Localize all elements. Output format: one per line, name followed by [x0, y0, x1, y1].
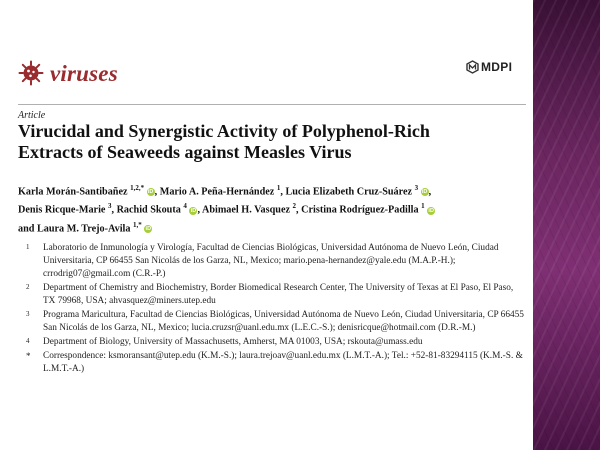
author-name: Abimael H. Vasquez [201, 204, 290, 216]
author-line: Karla Morán-Santibañez $^{1,2,*}$ iD, Mario A. Peña-Hernández $^1$, Lucia Elizabeth Cruz-Suárez $^3$ iD, [18, 184, 432, 198]
author-line [18, 218, 528, 236]
author-name: Rachid Skouta [116, 204, 181, 216]
author-affiliation-mark: 1,2, [130, 184, 141, 192]
title-line: Extracts of Seaweeds against Measles Virus [18, 142, 352, 162]
author-list [18, 181, 528, 236]
correspondence-mark: * [26, 351, 31, 361]
affiliation-text: Laboratorio de Inmunología y Virología, Facultad de Ciencias Biológicas, Universidad Autónoma de Nuevo León, Ciudad Universitaria, CP 66455 San Nicolás de los Garza, NL, Mexico; mario.pena-hernandez@yale.edu (M.A.P.-H.); crrodrig07@gmail.com (C.R.-P.) [43, 243, 499, 279]
journal-name: viruses [50, 60, 118, 86]
affiliation-number: 4 [26, 337, 30, 345]
paper-title [18, 121, 526, 163]
orcid-icon[interactable]: iD [190, 207, 197, 214]
author-affiliation-mark: 3 [414, 184, 419, 192]
author-affiliation-mark: 1 [276, 184, 281, 192]
correspondence-item [26, 350, 526, 376]
orcid-icon[interactable]: iD [147, 189, 154, 196]
author-affiliation-mark: 4 [183, 202, 187, 211]
affiliation-item [26, 309, 526, 335]
title-line: Virucidal and Synergistic Activity of Polyphenol-Rich [18, 121, 430, 141]
affiliation-item [26, 282, 526, 308]
author-affiliation-mark: 2 [292, 202, 297, 211]
orcid-icon[interactable]: iD [421, 189, 428, 196]
author-affiliation-mark: 1, [133, 220, 139, 229]
affiliation-text: Department of Biology, University of Massachusetts, Amherst, MA 01003, USA; rskouta@umass.edu [43, 337, 423, 347]
author-line: Denis Ricque-Marie $^3$, Rachid Skouta $^4$ iD, Abimael H. Vasquez $^2$, Cristina Rodríguez-Padilla $^1$ iD [18, 202, 434, 216]
author-name: Denis Ricque-Marie [18, 204, 106, 216]
author-affiliation-mark: 1 [421, 202, 425, 211]
affiliation-item [26, 242, 526, 281]
header-rule [18, 104, 526, 105]
orcid-icon[interactable]: iD [428, 207, 434, 214]
correspondence-text: Correspondence: ksmoransant@utep.edu (K.M.-S.); laura.trejoav@uanl.edu.mx (L.M.T.-A.); Tel.: +52-81-83294115 (K.M.-S. & L.M.T.-A.) [43, 351, 523, 374]
author-connector: and [18, 223, 35, 235]
virus-icon [18, 60, 44, 86]
article-type: Article [18, 110, 46, 121]
author-name: Lucia Elizabeth Cruz-Suárez [285, 186, 413, 198]
decorative-side-band [533, 0, 600, 450]
author-affiliation-mark: 3 [107, 202, 112, 211]
affiliation-number: 2 [26, 283, 30, 291]
author-name: Cristina Rodríguez-Padilla [301, 204, 419, 216]
affiliation-number: 3 [26, 310, 30, 318]
orcid-icon[interactable]: iD [145, 226, 152, 233]
author-name: Laura M. Trejo-Avila [36, 223, 131, 235]
affiliation-text: Department of Chemistry and Biochemistry, Border Biomedical Research Center, The University of Texas at El Paso, El Paso, TX 79968, USA; ahvasquez@miners.utep.edu [43, 283, 514, 306]
publisher-name: MDPI [481, 60, 513, 74]
journal-logo [18, 60, 118, 86]
affiliation-number: 1 [26, 243, 30, 251]
author-name: Mario A. Peña-Hernández [159, 186, 275, 198]
affiliation-list [26, 242, 526, 377]
mdpi-logo-icon [466, 60, 479, 74]
affiliation-item [26, 336, 526, 349]
affiliation-text: Programa Maricultura, Facultad de Ciencias Biológicas, Universidad Autónoma de Nuevo León, Ciudad Universitaria, CP 66455 San Nicolás de los Garza, NL, Mexico; lucia.cruzsr@uanl.edu.mx (L.E.C.-S.); denisricque@hotmail.com (D.R.-M.) [43, 310, 524, 333]
corresponding-mark: * [140, 184, 145, 192]
author-name: Karla Morán-Santibañez [18, 186, 128, 198]
publisher-logo [466, 60, 512, 74]
corresponding-mark: * [138, 220, 142, 229]
